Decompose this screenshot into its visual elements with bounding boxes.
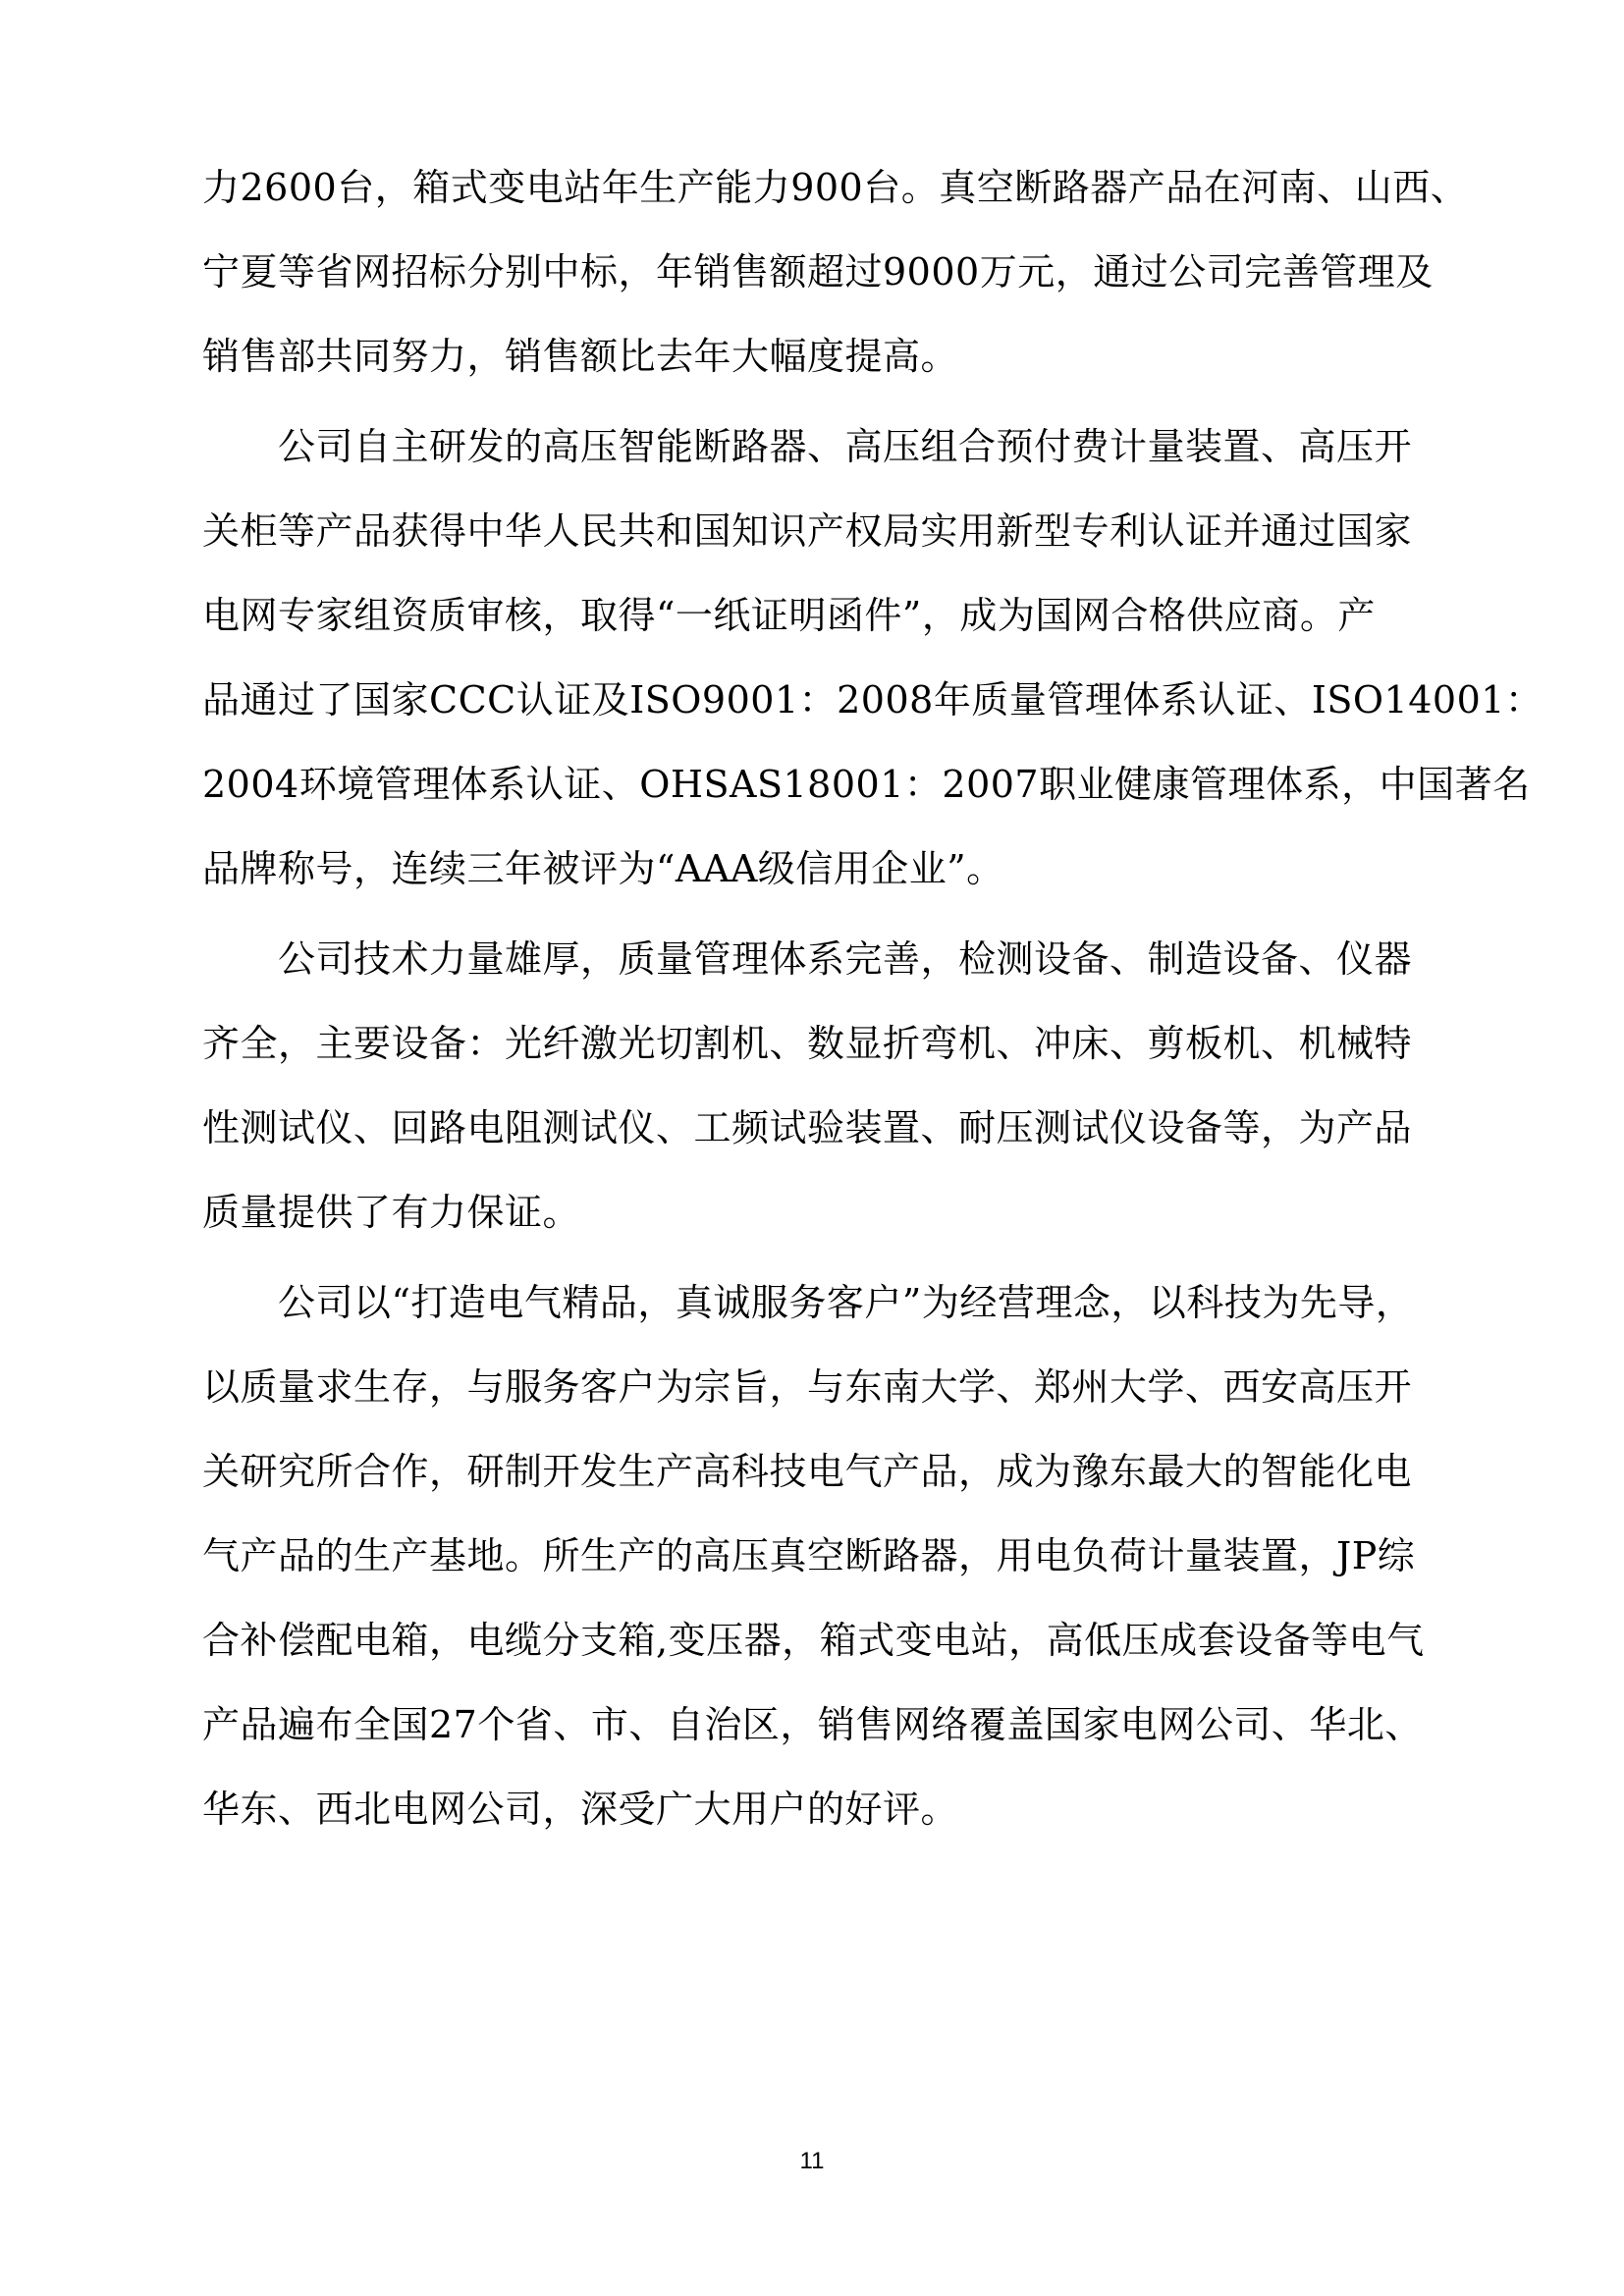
text-line: 质量提供了有力保证。 bbox=[202, 1191, 581, 1234]
text-line: 产品遍布全国27个省、市、自治区，销售网络覆盖国家电网公司、华北、 bbox=[202, 1703, 1423, 1746]
text-line: 品牌称号，连续三年被评为“AAA级信用企业”。 bbox=[202, 847, 1004, 890]
text-line: 公司自主研发的高压智能断路器、高压组合预付费计量装置、高压开 bbox=[202, 425, 1413, 468]
text-line: 关柜等产品获得中华人民共和国知识产权局实用新型专利认证并通过国家 bbox=[202, 509, 1413, 553]
text-line: 性测试仪、回路电阻测试仪、工频试验装置、耐压测试仪设备等，为产品 bbox=[202, 1106, 1413, 1149]
page-number: 11 bbox=[799, 2148, 825, 2174]
text-line: 气产品的生产基地。所生产的高压真空断路器，用电负荷计量装置，JP综 bbox=[202, 1534, 1416, 1577]
text-line: 公司技术力量雄厚，质量管理体系完善，检测设备、制造设备、仪器 bbox=[202, 937, 1413, 981]
paragraph-1 bbox=[202, 145, 1469, 399]
text-line: 以质量求生存，与服务客户为宗旨，与东南大学、郑州大学、西安高压开 bbox=[202, 1365, 1413, 1409]
text-line: 关研究所合作，研制开发生产高科技电气产品，成为豫东最大的智能化电 bbox=[202, 1450, 1413, 1493]
text-line: 宁夏等省网招标分别中标，年销售额超过9000万元，通过公司完善管理及 bbox=[202, 250, 1434, 294]
paragraph-2 bbox=[202, 404, 1543, 911]
text-line: 电网专家组资质审核，取得“一纸证明函件”，成为国网合格供应商。产 bbox=[202, 594, 1376, 637]
text-line: 力2600台，箱式变电站年生产能力900台。真空断路器产品在河南、山西、 bbox=[202, 166, 1469, 209]
text-line: 销售部共同努力，销售额比去年大幅度提高。 bbox=[202, 335, 959, 378]
paragraph-4 bbox=[202, 1260, 1439, 1851]
paragraph-3 bbox=[202, 917, 1439, 1255]
text-line: 2004环境管理体系认证、OHSAS18001：2007职业健康管理体系，中国著名 bbox=[202, 763, 1531, 806]
text-line: 公司以“打造电气精品，真诚服务客户”为经营理念，以科技为先导， bbox=[202, 1281, 1414, 1324]
text-line: 齐全，主要设备：光纤激光切割机、数显折弯机、冲床、剪板机、机械特 bbox=[202, 1022, 1413, 1065]
text-line: 华东、西北电网公司，深受广大用户的好评。 bbox=[202, 1788, 959, 1831]
document-body bbox=[202, 145, 1543, 1851]
text-line: 合补偿配电箱，电缆分支箱,变压器，箱式变电站，高低压成套设备等电气 bbox=[202, 1619, 1425, 1662]
text-line: 品通过了国家CCC认证及ISO9001：2008年质量管理体系认证、ISO14001： bbox=[202, 678, 1543, 721]
